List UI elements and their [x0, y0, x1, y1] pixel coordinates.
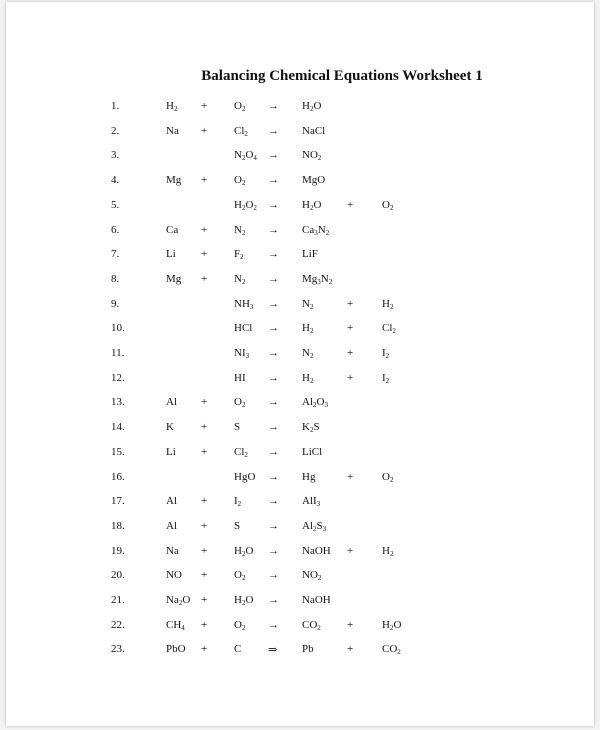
- reactant-plus: +: [201, 495, 208, 508]
- reactant-1: PbO: [166, 643, 186, 656]
- equation-number: 19.: [111, 544, 125, 557]
- yield-arrow: ⇒: [268, 644, 278, 657]
- product-1: $Al_2O_3$: [302, 396, 328, 410]
- reactant-plus: +: [201, 643, 208, 656]
- product-2: $H_2$: [382, 544, 394, 558]
- reactant-2: HI: [234, 371, 246, 384]
- equation-number: 4.: [111, 174, 120, 187]
- product-1: $H_2$: [302, 371, 314, 385]
- equation-number: 7.: [111, 248, 120, 261]
- product-1: LiF: [302, 248, 318, 261]
- reactant-plus: +: [201, 421, 208, 434]
- equation-row: [6, 594, 594, 610]
- equation-row: [6, 298, 594, 314]
- product-1: $Ca_3N_2$: [302, 223, 330, 237]
- reactant-2: $H_2O_2$: [234, 198, 257, 212]
- equation-row: [6, 421, 594, 437]
- equation-row: [6, 322, 594, 338]
- equation-row: [6, 100, 594, 116]
- reactant-2: $N_2$: [234, 272, 246, 286]
- worksheet-title: Balancing Chemical Equations Worksheet 1: [201, 68, 483, 84]
- reactant-plus: +: [201, 272, 208, 285]
- yield-arrow: →: [268, 445, 279, 458]
- product-1: $H_2O$: [302, 100, 322, 113]
- product-1: $Mg_3N_2$: [302, 272, 333, 286]
- equation-number: 3.: [111, 149, 120, 162]
- reactant-1: Al: [166, 519, 177, 532]
- reactant-2: HCl: [234, 322, 253, 335]
- yield-arrow: →: [268, 198, 279, 211]
- equation-row: [6, 248, 594, 264]
- yield-arrow: →: [268, 248, 279, 261]
- yield-arrow: →: [268, 297, 279, 310]
- reactant-1: Ca: [166, 223, 179, 236]
- equation-number: 13.: [111, 396, 125, 409]
- equation-number: 17.: [111, 495, 125, 508]
- reactant-plus: +: [201, 174, 208, 187]
- reactant-2: $NH_3$: [234, 297, 254, 311]
- equation-number: 8.: [111, 272, 120, 285]
- product-1: $N_2$: [302, 347, 314, 360]
- product-1: Hg: [302, 470, 316, 483]
- reactant-2: $O_2$: [234, 396, 246, 410]
- product-plus: +: [347, 322, 354, 335]
- equation-row: [6, 520, 594, 536]
- reactant-2: $N_2$: [234, 223, 246, 237]
- equation-number: 14.: [111, 421, 125, 434]
- equation-number: 22.: [111, 618, 125, 631]
- worksheet-page: [6, 2, 594, 726]
- product-plus: +: [347, 371, 354, 384]
- yield-arrow: →: [268, 519, 279, 532]
- product-2: $I_2$: [382, 347, 390, 360]
- equation-number: 1.: [111, 100, 120, 112]
- product-1: Pb: [302, 643, 314, 656]
- reactant-plus: +: [201, 544, 208, 557]
- yield-arrow: →: [268, 396, 279, 409]
- product-1: $NO_2$: [302, 569, 322, 583]
- equation-row: [6, 446, 594, 462]
- product-1: $H_2$: [302, 322, 314, 336]
- product-2: $H_2O$: [382, 618, 402, 632]
- reactant-plus: +: [201, 519, 208, 532]
- equation-number: 5.: [111, 198, 120, 211]
- reactant-plus: +: [201, 100, 208, 112]
- equation-number: 23.: [111, 643, 125, 656]
- equation-number: 18.: [111, 519, 125, 532]
- reactant-1: Li: [166, 248, 176, 261]
- reactant-2: $O_2$: [234, 618, 246, 632]
- reactant-plus: +: [201, 248, 208, 261]
- yield-arrow: →: [268, 223, 279, 236]
- product-1: NaCl: [302, 124, 326, 137]
- equation-row: [6, 372, 594, 388]
- reactant-plus: +: [201, 124, 208, 137]
- yield-arrow: →: [268, 569, 279, 582]
- equation-number: 6.: [111, 223, 120, 236]
- equation-row: [6, 174, 594, 190]
- reactant-1: Na: [166, 544, 179, 557]
- reactant-2: $H_2O$: [234, 594, 254, 607]
- equation-number: 20.: [111, 569, 125, 582]
- product-plus: +: [347, 643, 354, 656]
- yield-arrow: →: [268, 322, 279, 335]
- equation-row: [6, 273, 594, 289]
- yield-arrow: →: [268, 100, 279, 112]
- reactant-2: $Cl_2$: [234, 445, 248, 459]
- product-plus: +: [347, 198, 354, 211]
- product-plus: +: [347, 297, 354, 310]
- yield-arrow: →: [268, 347, 279, 359]
- equation-row: [6, 396, 594, 412]
- yield-arrow: →: [268, 149, 279, 162]
- reactant-2: $H_2O$: [234, 544, 254, 558]
- yield-arrow: →: [268, 272, 279, 285]
- yield-arrow: →: [268, 124, 279, 137]
- product-plus: +: [347, 618, 354, 631]
- reactant-2: $NI_3$: [234, 347, 250, 360]
- product-plus: +: [347, 470, 354, 483]
- equation-row: [6, 619, 594, 635]
- reactant-2: $N_2O_4$: [234, 149, 257, 163]
- reactant-1: Al: [166, 495, 177, 508]
- equation-row: [6, 125, 594, 141]
- yield-arrow: →: [268, 421, 279, 434]
- equation-number: 9.: [111, 297, 120, 310]
- product-1: NaOH: [302, 544, 331, 557]
- reactant-1: $Na_2O$: [166, 594, 191, 607]
- product-1: MgO: [302, 174, 326, 187]
- reactant-plus: +: [201, 594, 208, 606]
- product-1: $N_2$: [302, 297, 314, 311]
- yield-arrow: →: [268, 618, 279, 631]
- product-2: $O_2$: [382, 198, 394, 212]
- yield-arrow: →: [268, 594, 279, 606]
- equation-number: 2.: [111, 124, 120, 137]
- reactant-1: $CH_4$: [166, 618, 185, 632]
- reactant-2: $I_2$: [234, 495, 242, 509]
- reactant-1: Li: [166, 445, 176, 458]
- reactant-1: Al: [166, 396, 177, 409]
- reactant-2: $O_2$: [234, 569, 246, 583]
- reactant-2: $O_2$: [234, 100, 246, 113]
- product-2: $CO_2$: [382, 643, 401, 657]
- equation-number: 21.: [111, 594, 125, 606]
- product-1: NaOH: [302, 594, 331, 606]
- yield-arrow: →: [268, 495, 279, 508]
- product-1: $CO_2$: [302, 618, 321, 632]
- reactant-1: Mg: [166, 272, 182, 285]
- product-1: $NO_2$: [302, 149, 322, 163]
- equation-row: [6, 149, 594, 165]
- yield-arrow: →: [268, 371, 279, 384]
- reactant-1: Na: [166, 124, 179, 137]
- reactant-plus: +: [201, 569, 208, 582]
- equation-number: 10.: [111, 322, 125, 335]
- yield-arrow: →: [268, 470, 279, 483]
- equation-row: [6, 495, 594, 511]
- equation-row: [6, 545, 594, 561]
- equation-number: 11.: [111, 347, 125, 359]
- product-2: $I_2$: [382, 371, 390, 385]
- reactant-2: S: [234, 421, 241, 434]
- reactant-2: $F_2$: [234, 248, 244, 262]
- reactant-2: HgO: [234, 470, 256, 483]
- reactant-plus: +: [201, 618, 208, 631]
- product-1: $K_2S$: [302, 421, 320, 435]
- reactant-2: S: [234, 519, 241, 532]
- reactant-2: $Cl_2$: [234, 124, 248, 138]
- reactant-2: $O_2$: [234, 174, 246, 188]
- reactant-plus: +: [201, 445, 208, 458]
- equation-row: [6, 199, 594, 215]
- equation-row: [6, 347, 594, 363]
- equation-number: 15.: [111, 445, 125, 458]
- reactant-1: $H_2$: [166, 100, 178, 113]
- reactant-plus: +: [201, 396, 208, 409]
- product-1: AlI$_3$: [302, 495, 321, 509]
- yield-arrow: →: [268, 174, 279, 187]
- product-plus: +: [347, 544, 354, 557]
- product-2: $O_2$: [382, 470, 394, 484]
- equation-number: 16.: [111, 470, 125, 483]
- equation-row: [6, 569, 594, 585]
- yield-arrow: →: [268, 544, 279, 557]
- equation-row: [6, 643, 594, 659]
- equation-number: 12.: [111, 371, 125, 384]
- equation-row: [6, 224, 594, 240]
- product-plus: +: [347, 347, 354, 359]
- product-2: $Cl_2$: [382, 322, 396, 336]
- reactant-1: Mg: [166, 174, 182, 187]
- reactant-1: K: [166, 421, 174, 434]
- reactant-1: NO: [166, 569, 182, 582]
- product-2: $H_2$: [382, 297, 394, 311]
- product-1: $H_2O$: [302, 198, 322, 212]
- reactant-2: C: [234, 643, 242, 656]
- equation-row: [6, 471, 594, 487]
- reactant-plus: +: [201, 223, 208, 236]
- product-1: $Al_2S_3$: [302, 519, 327, 533]
- product-1: LiCl: [302, 445, 323, 458]
